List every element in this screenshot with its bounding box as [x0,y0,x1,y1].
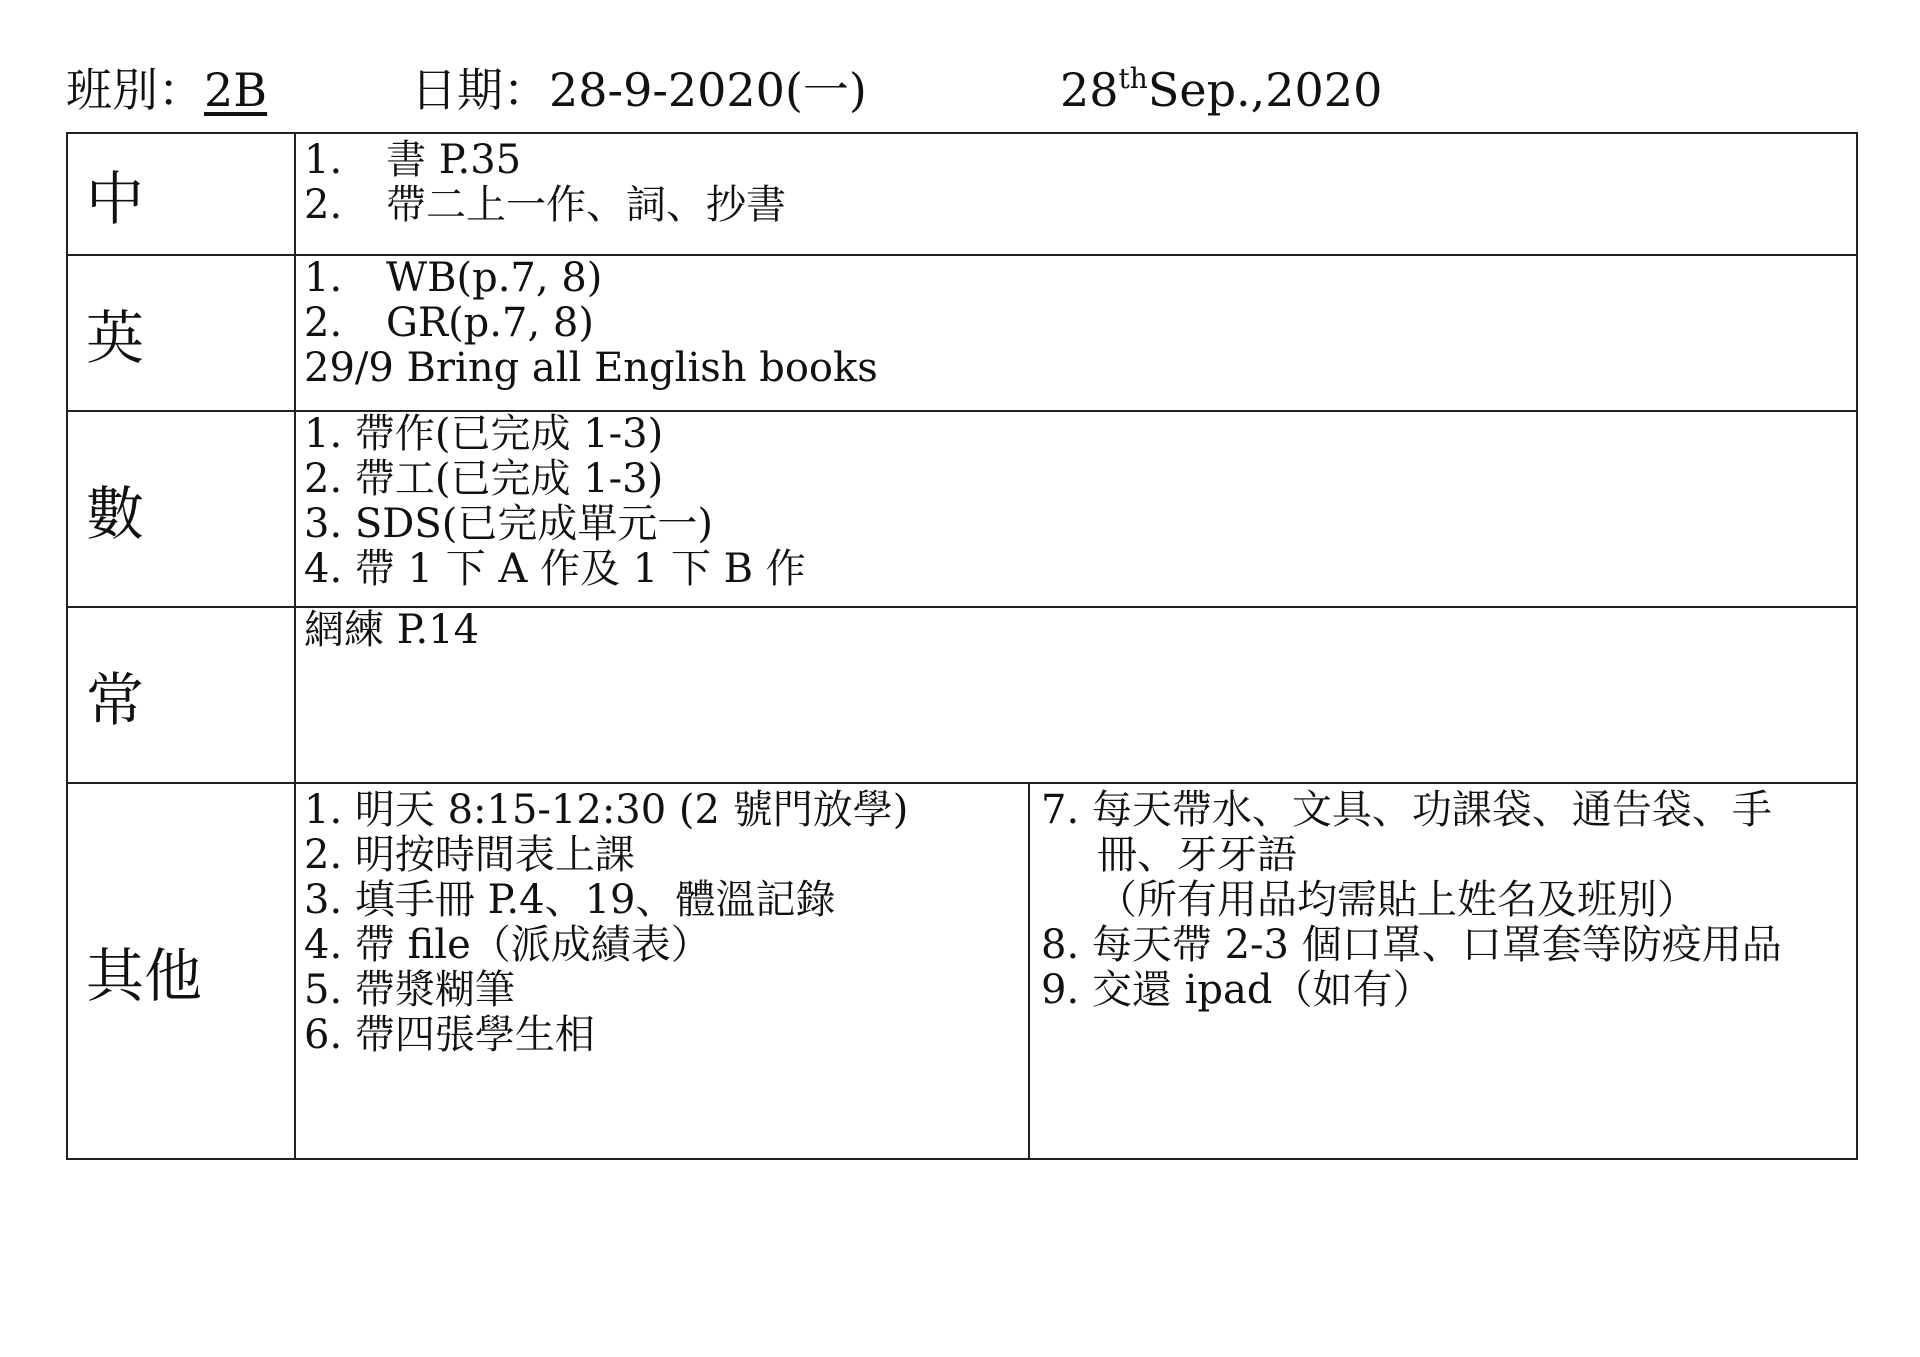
column-divider [1028,784,1030,1158]
class-label: 班別： [66,63,204,117]
date-english [1060,60,1382,120]
homework-table [66,132,1858,1160]
list-item: 1. 明天 8:15-12:30 (2 號門放學) [304,787,909,833]
row-math [68,412,1856,608]
list-item: 4. 帶 1 下 A 作及 1 下 B 作 [304,546,806,592]
list-item: 1. 帶作(已完成 1-3) [304,411,664,457]
subject-english: 英 [68,256,296,410]
date-month-year: Sep.,2020 [1147,63,1383,117]
list-item: 6. 帶四張學生相 [304,1012,595,1058]
subject-general-studies: 常 [68,608,296,782]
content-general-studies [304,608,1846,653]
content-others-left [304,788,1024,1058]
english-note: 29/9 Bring all English books [304,345,878,391]
list-item: 3. SDS(已完成單元一) [304,501,713,547]
list-item-continuation: 冊、牙牙語 [1097,832,1297,878]
list-item: 9. 交還 ipad（如有） [1041,967,1433,1013]
list-item: 2. 帶二上一作、詞、抄書 [304,182,786,228]
row-others [68,784,1856,1158]
row-chinese [68,134,1856,256]
content-chinese [304,138,1846,228]
class-field [66,60,267,120]
subject-chinese: 中 [68,134,296,254]
list-item: 7. 每天帶水、文具、功課袋、通告袋、手 [1041,787,1772,833]
list-item: 1. WB(p.7, 8) [304,255,603,301]
list-item: 8. 每天帶 2-3 個口罩、口罩套等防疫用品 [1041,922,1782,968]
list-item: 2. 明按時間表上課 [304,832,635,878]
content-others-right [1041,788,1850,1013]
content-english [304,256,1846,391]
date-day: 28 [1060,63,1119,117]
page-header [66,60,1866,120]
subject-math: 數 [68,412,296,606]
list-item: 3. 填手冊 P.4、19、體溫記錄 [304,877,836,923]
date-chinese: 日期：28-9-2020(一) [411,63,867,117]
row-english [68,256,1856,412]
class-value: 2B [204,63,268,117]
subject-others: 其他 [68,784,296,1158]
date-ordinal-suffix: th [1118,62,1148,95]
row-general-studies [68,608,1856,784]
list-item-note: （所有用品均需貼上姓名及班別） [1097,877,1697,923]
list-item: 4. 帶 file（派成績表） [304,922,711,968]
content-math [304,412,1846,592]
list-item: 1. 書 P.35 [304,137,522,183]
list-item: 5. 帶漿糊筆 [304,967,515,1013]
list-item: 2. 帶工(已完成 1-3) [304,456,664,502]
list-item: 2. GR(p.7, 8) [304,300,594,346]
list-item: 網練 P.14 [304,607,480,653]
